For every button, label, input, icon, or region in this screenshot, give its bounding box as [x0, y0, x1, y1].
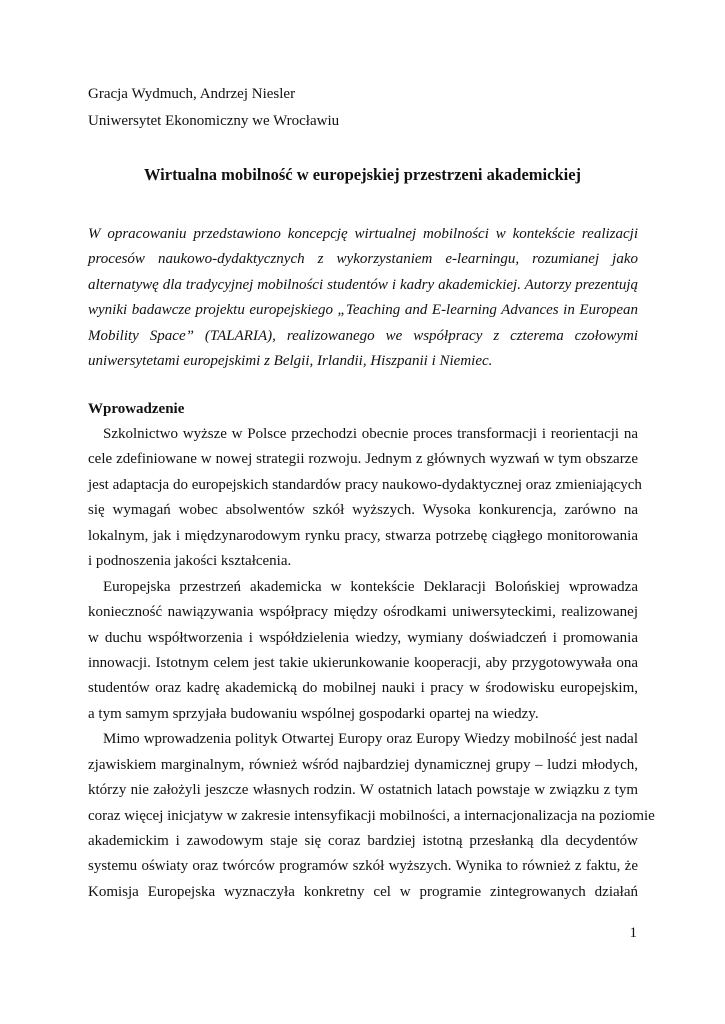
body-line: Szkolnictwo wyższe w Polsce przechodzi obecnie proces transformacji i reorientacji na — [103, 426, 638, 442]
body-line: zjawiskiem marginalnym, również wśród najbardziej dynamicznej grupy – ludzi młodych, — [88, 756, 638, 773]
body-line: systemu oświaty oraz twórców programów szkół wyższych. Wynika to również z faktu, że — [88, 858, 638, 875]
body-line: jest adaptacja do europejskich standardów pracy naukowo-dydaktycznej oraz zmieniających — [88, 476, 642, 493]
abstract — [88, 222, 638, 375]
section-heading: Wprowadzenie — [88, 401, 185, 417]
paper-title: Wirtualna mobilność w europejskiej przestrzeni akademickiej — [143, 165, 582, 184]
body-line: akademickim i zawodowym staje się coraz bardziej istotną przesłanką dla decydentów — [88, 833, 638, 849]
body-line: studentów oraz kadrę akademicką do mobilnej nauki i pracy w środowisku europejskim, — [88, 680, 638, 697]
body-line: a tym samym sprzyjała budowaniu wspólnej gospodarki opartej na wiedzy. — [88, 705, 539, 722]
body-line: się wymagań wobec absolwentów szkół wyższych. Wysoka konkurencja, zarówno na — [88, 502, 638, 519]
authors: Gracja Wydmuch, Andrzej Niesler — [88, 86, 296, 102]
abstract-line: W opracowaniu przedstawiono koncepcję wirtualnej mobilności w kontekście realizacji — [88, 226, 638, 242]
body-line: Komisja Europejska wyznaczyła konkretny cel w programie zintegrowanych działań — [88, 883, 638, 900]
body-line: konieczność nawiązywania współpracy między ośrodkami uniwersyteckimi, realizowanej — [88, 604, 638, 621]
body-line: Europejska przestrzeń akademicka w kontekście Deklaracji Bolońskiej wprowadza — [103, 578, 638, 595]
abstract-line: procesów naukowo-dydaktycznych z wykorzystaniem e-learningu, rozumianej jako — [88, 251, 638, 268]
body-line: innowacji. Istotnym celem jest takie ukierunkowanie kooperacji, aby przygotowywała ona — [88, 654, 638, 671]
body-line: lokalnym, jak i międzynarodowym rynku pracy, stwarza potrzebę ciągłego monitorowania — [88, 527, 638, 544]
body-line: coraz więcej inicjatyw w zakresie intensyfikacji mobilności, a internacjonalizacja na poziomie — [88, 807, 655, 824]
body-line: Mimo wprowadzenia polityk Otwartej Europy oraz Europy Wiedzy mobilność jest nadal — [103, 731, 638, 748]
body-line: którzy nie założyli jeszcze własnych rodzin. W ostatnich latach powstaje w związku z tym — [88, 782, 638, 799]
section-body — [88, 422, 655, 905]
abstract-line: alternatywę dla tradycyjnej mobilności studentów i kadry akademickiej. Autorzy prezentują — [88, 276, 638, 293]
abstract-line: wyniki badawcze projektu europejskiego „Teaching and E-learning Advances in European — [88, 302, 638, 319]
page-number: 1 — [629, 925, 637, 941]
abstract-line: Mobility Space” (TALARIA), realizowanego we współpracy z czterema czołowymi — [88, 327, 638, 344]
affiliation: Uniwersytet Ekonomiczny we Wrocławiu — [88, 113, 340, 129]
body-line: i podnoszenia jakości kształcenia. — [88, 553, 292, 570]
abstract-line: uniwersytetami europejskimi z Belgii, Irlandii, Hiszpanii i Niemiec. — [88, 353, 493, 370]
body-line: cele zdefiniowane w nowej strategii rozwoju. Jednym z głównych wyzwań w tym obszarze — [88, 451, 638, 468]
body-line: w duchu współtworzenia i współdzielenia wiedzy, wymiany doświadczeń i promowania — [88, 629, 638, 646]
